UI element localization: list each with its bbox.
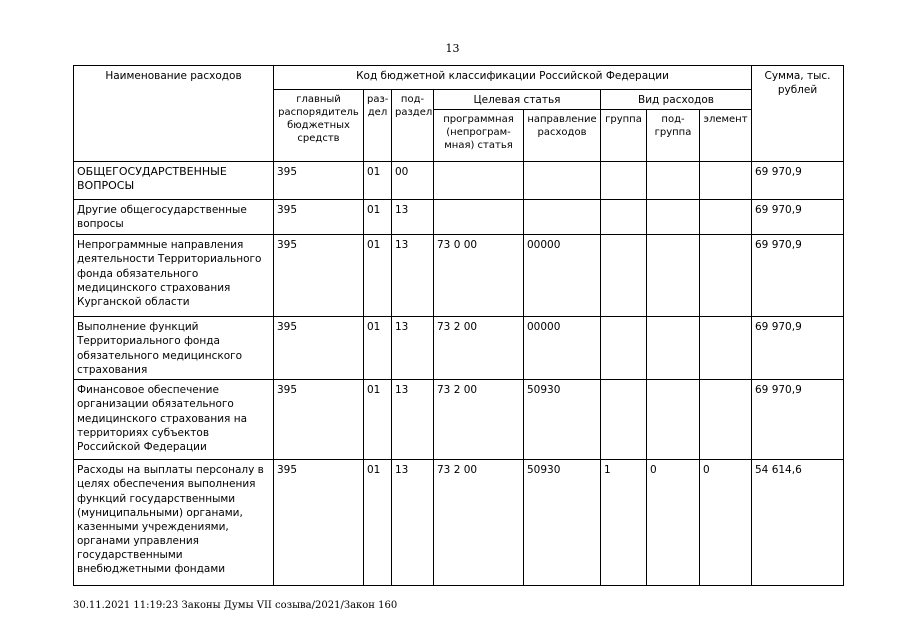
row-pr: 13 <box>392 460 434 586</box>
row-sum: 54 614,6 <box>752 460 844 586</box>
table-row <box>74 200 844 235</box>
header-main-manager: главный распорядитель бюджетных средств <box>274 90 364 162</box>
row-vr3 <box>700 200 752 235</box>
row-cs2: 00000 <box>524 317 601 380</box>
row-name: Расходы на выплаты персоналу в целях обеспечения выполнения функций государственными (муниципальными) органами, казенными учреждениями, органами управления государственными внебюджетными фондами <box>74 460 274 586</box>
row-gr: 395 <box>274 200 364 235</box>
row-pr: 13 <box>392 200 434 235</box>
row-name: Финансовое обеспечение организации обязательного медицинского страхования на территориях субъектов Российской Федерации <box>74 380 274 460</box>
row-sum: 69 970,9 <box>752 380 844 460</box>
table-row <box>74 460 844 586</box>
row-rz: 01 <box>364 460 392 586</box>
row-rz: 01 <box>364 235 392 317</box>
row-gr: 395 <box>274 460 364 586</box>
row-sum: 69 970,9 <box>752 317 844 380</box>
row-gr: 395 <box>274 317 364 380</box>
row-cs2: 50930 <box>524 380 601 460</box>
row-vr3 <box>700 317 752 380</box>
row-vr2 <box>647 200 700 235</box>
row-cs1: 73 2 00 <box>434 380 524 460</box>
row-vr1 <box>601 380 647 460</box>
header-target-article: Целевая статья <box>434 90 601 110</box>
row-rz: 01 <box>364 380 392 460</box>
row-pr: 00 <box>392 162 434 200</box>
header-program: программная (непрограм-мная) статья <box>434 110 524 162</box>
row-cs2: 00000 <box>524 235 601 317</box>
row-name: Выполнение функций Территориального фонда обязательного медицинского страхования <box>74 317 274 380</box>
footer-doc-stamp: 30.11.2021 11:19:23 Законы Думы VII созыва/2021/Закон 160 <box>73 600 398 611</box>
row-name: Непрограммные направления деятельности Территориального фонда обязательного медицинского страхования Курганской области <box>74 235 274 317</box>
row-pr: 13 <box>392 380 434 460</box>
header-kbk: Код бюджетной классификации Российской Федерации <box>274 66 752 90</box>
row-rz: 01 <box>364 162 392 200</box>
header-group: группа <box>601 110 647 162</box>
row-cs1: 73 2 00 <box>434 317 524 380</box>
table-row <box>74 317 844 380</box>
row-vr1 <box>601 235 647 317</box>
row-sum: 69 970,9 <box>752 162 844 200</box>
row-vr1 <box>601 200 647 235</box>
row-vr2 <box>647 380 700 460</box>
row-cs2 <box>524 200 601 235</box>
table-row <box>74 162 844 200</box>
row-name: ОБЩЕГОСУДАРСТВЕННЫЕ ВОПРОСЫ <box>74 162 274 200</box>
row-cs1: 73 0 00 <box>434 235 524 317</box>
header-element: элемент <box>700 110 752 162</box>
row-vr1: 1 <box>601 460 647 586</box>
row-sum: 69 970,9 <box>752 235 844 317</box>
row-vr2: 0 <box>647 460 700 586</box>
page-number: 13 <box>445 42 460 55</box>
row-vr3: 0 <box>700 460 752 586</box>
header-sum: Сумма, тыс. рублей <box>752 66 844 162</box>
header-subgroup: под-группа <box>647 110 700 162</box>
row-vr1 <box>601 162 647 200</box>
header-section: раз-дел <box>364 90 392 162</box>
row-gr: 395 <box>274 380 364 460</box>
header-subsection: под-раздел <box>392 90 434 162</box>
row-sum: 69 970,9 <box>752 200 844 235</box>
row-vr2 <box>647 317 700 380</box>
row-cs2 <box>524 162 601 200</box>
row-vr3 <box>700 162 752 200</box>
row-pr: 13 <box>392 317 434 380</box>
row-gr: 395 <box>274 162 364 200</box>
budget-table <box>73 65 844 586</box>
row-cs2: 50930 <box>524 460 601 586</box>
table-row <box>74 380 844 460</box>
row-vr1 <box>601 317 647 380</box>
row-vr3 <box>700 235 752 317</box>
row-gr: 395 <box>274 235 364 317</box>
row-vr3 <box>700 380 752 460</box>
row-cs1 <box>434 162 524 200</box>
row-pr: 13 <box>392 235 434 317</box>
row-vr2 <box>647 162 700 200</box>
header-direction: направление расходов <box>524 110 601 162</box>
row-cs1 <box>434 200 524 235</box>
header-expense-type: Вид расходов <box>601 90 752 110</box>
row-cs1: 73 2 00 <box>434 460 524 586</box>
table-row <box>74 235 844 317</box>
row-name: Другие общегосударственные вопросы <box>74 200 274 235</box>
row-rz: 01 <box>364 200 392 235</box>
row-rz: 01 <box>364 317 392 380</box>
row-vr2 <box>647 235 700 317</box>
header-name: Наименование расходов <box>74 66 274 162</box>
